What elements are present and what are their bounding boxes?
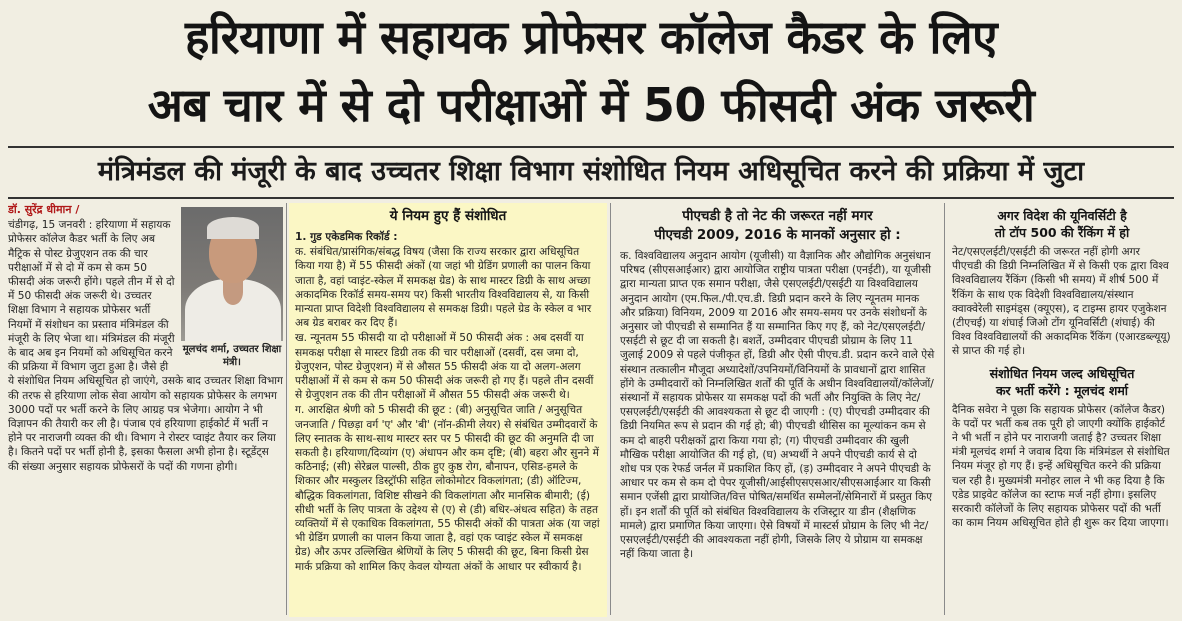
minister-quote-title-2: कर भर्ती करेंगे : मूलचंद शर्मा	[995, 382, 1129, 398]
headline-line-2: अब चार में से दो परीक्षाओं में 50 फीसदी अंक जरूरी	[147, 78, 1035, 132]
subheadline: मंत्रिमंडल की मंजूरी के बाद उच्चतर शिक्षा विभाग संशोधित नियम अधिसूचित करने की प्रक्रिया में जुटा	[97, 156, 1085, 187]
column-divider	[610, 203, 611, 615]
headline-line-1: हरियाणा में सहायक प्रोफेसर कॉलेज कैडर के लिए	[184, 10, 998, 64]
rule-c-text: ग. आरक्षित श्रेणी को 5 फीसदी की छूट : (बी) अनुसूचित जाति / अनुसूचित जनजाति / पिछड़ा वर्ग 'ए' और 'बी' (नॉन-क्रीमी लेयर) से संबंधित उम्मीदवारों के लिए स्नातक के साथ-साथ मास्टर स्तर पर 5 फीसदी की छूट की अनुमति दी जा सकती है। हरियाणा/दिव्यांग (ए) अंधापन और कम दृष्टि; (बी) बहरा और सुनने में कठिनाई; (सी) सेरेब्रल पाल्सी, ठीक हुए कुष्ठ रोग, बौनापन, एसिड-हमले के शिकार और मस्कुलर डिस्ट्रॉफी सहित लोकोमोटर विकलांगता; (डी) ऑटिज्म, बौद्धिक विकलांगता, विशिष्ट सीखने की विकलांगता और मानसिक बीमारी; (ई) सीधी भर्ती के लिए पात्रता के उद्देश्य से (ए) से (डी) बधिर-अंधत्व सहित) के तहत व्यक्तियों में से एकाधिक विकलांगता, 55 फीसदी अंकों की पात्रता अंक (या जहां भी ग्रेडिंग प्रणाली का पालन किया जाता है, वहां एक प्वाइंट स्केल में समकक्ष ग्रेड) और ऊपर उल्लिखित श्रेणियों के लिए 5 फीसदी की छूट, बिना किसी ग्रेस मार्क प्रक्रिया को शामिल किए केवल योग्यता अंकों के आधार पर स्वीकार्य है।	[295, 404, 600, 573]
divider-bottom	[8, 197, 1174, 199]
phd-net-title-2: पीएचडी 2009, 2016 के मानकों अनुसार हो :	[654, 227, 901, 243]
lead-article	[8, 203, 283, 617]
foreign-univ-title-2: तो टॉप 500 की रैंकिंग में हो	[994, 225, 1130, 240]
minister-photo	[181, 207, 283, 341]
phd-net-body: क. विश्वविद्यालय अनुदान आयोग (यूजीसी) या वैज्ञानिक और औद्योगिक अनुसंधान परिषद (सीएसआईआर) द्वारा आयोजित राष्ट्रीय पात्रता परीक्षा (एनईटी), या यूजीसी द्वारा मान्यता प्राप्त एक समान परीक्षा, जैसे एसएलईटी/एसईटी या विश्वविद्यालय अनुदान आयोग (एम.फिल./पी.एच.डी. डिग्री प्रदान करने के लिए न्यूनतम मानक और प्रक्रिया) विनियम, 2009 या 2016 और समय-समय पर उनके संशोधनों के अनुसार जो पीएचडी से सम्मानित हैं या सम्मानित किए गए हैं, को नेट/एसएलईटी/एसईटी से छूट दी जा सकती है। बशर्ते, उम्मीदवार पीएचडी प्रोग्राम के लिए 11 जुलाई 2009 से पहले पंजीकृत हों, डिग्री और ऐसी पीएच.डी. प्रदान करने वाले ऐसे संस्थान तत्कालीन मौजूदा अध्यादेशों/उपनियमों/विनियमों के प्रावधानों द्वारा शासित होंगे के उम्मीदवारों को निम्नलिखित शर्तों की पूर्ति के अधीन विश्वविद्यालयों/कॉलेजों/संस्थानों में सहायक प्रोफेसर या समकक्ष पदों की भर्ती और नियुक्ति के लिए नेट/एसएलईटी/एसईटी की आवश्यकता से छूट दी जाएगी : (ए) पीएचडी उम्मीदवार की डिग्री नियमित रूप से प्रदान की गई हो; बी) पीएचडी थीसिस का मूल्यांकन कम से कम दो बाहरी परीक्षकों द्वारा किया गया हो; (ग) पीएचडी उम्मीदवार की खुली मौखिक परीक्षा आयोजित की गई हो, (घ) अभ्यर्थी ने अपने पीएचडी कार्य से दो शोध पत्र एक रेफर्ड जर्नल में प्रकाशित किए हों, (ड़) उम्मीदवार ने अपने पीएचडी के आधार पर कम से कम दो पेपर यूजीसी/आईसीएसएसआर/सीएसआईआर या किसी समान एजेंसी द्वारा प्रायोजित/वित्त पोषित/समर्थित सम्मेलनों/सेमिनारों में प्रस्तुत किए हों। इन शर्तों की पूर्ति को संबंधित विश्वविद्यालय के रजिस्ट्रार या डीन (शैक्षणिक मामले) द्वारा प्रमाणित किया जाएगा। ऐसे विषयों में मास्टर्स प्रोग्राम के लिए भी नेट/एसएलईटी/एसईटी की आवश्यकता नहीं होगी, जिसके लिए ये प्रोग्राम या समकक्ष नहीं किया जाता है।	[620, 250, 935, 561]
foreign-univ-title-1: अगर विदेश की यूनिवर्सिटी है	[997, 208, 1127, 223]
lead-article-body: चंडीगढ़, 15 जनवरी : हरियाणा में सहायक प्रोफेसर कॉलेज कैडर भर्ती के लिए अब मैट्रिक से पोस्ट ग्रेजुएशन तक की चार परीक्षाओं में से दो में कम से कम 50 फीसदी अंक जरूरी होंगे। पहले तीन में से दो में 50 फीसदी अंक जरूरी थे। उच्चतर शिक्षा विभाग ने सहायक प्रोफेसर भर्ती नियमों में संशोधन का प्रस्ताव मंत्रिमंडल की मंजूरी के लिए भेजा था। मंत्रिमंडल की मंजूरी के बाद अब इन नियमों को अधिसूचित करने की प्रक्रिया में विभाग जुटा हुआ है। जैसे ही ये संशोधित नियम अधिसूचित हो जाएंगे, उसके बाद उच्चतर शिक्षा विभाग की तरफ से हरियाणा लोक सेवा आयोग को सहायक प्रोफेसर के लगभग 3000 पदों पर भर्ती करने के लिए आग्रह पत्र भेजेगा। आयोग ने भी विज्ञापन की तैयारी कर ली है। पंजाब एवं हरियाणा हाईकोर्ट में भर्ती न होने पर नाराजगी व्यक्त की थी। विभाग ने रोस्टर प्वाइंट तैयार कर लिया है। कितने पदों पर भर्ती होनी है, इसका फैसला अभी होना है। स्टूडेंट्स की संख्या अनुसार सहायक प्रोफेसरों के पदों की गणना होगी।	[8, 219, 283, 473]
foreign-univ-body: नेट/एसएलईटी/एसईटी की जरूरत नहीं होगी अगर पीएचडी की डिग्री निम्नलिखित में से किसी एक द्वारा विश्व विश्वविद्यालय रैंकिंग (किसी भी समय) में शीर्ष 500 में रैंकिंग के साथ एक विदेशी विश्वविद्यालय/संस्थान क्वाक्वेरेली साइमंड्स (क्यूएस), द टाइम्स हायर एजुकेशन (टीएचई) या शंघाई जिओ टोंग यूनिवर्सिटी (शंघाई) की विश्व विश्वविद्यालयों की अकादमिक रैंकिंग (एआरडब्ल्यूयू) से प्राप्त की गई हो।	[952, 246, 1171, 358]
column-divider	[944, 203, 945, 615]
amended-rules-box	[289, 203, 607, 617]
phd-net-title-1: पीएचडी है तो नेट की जरूरत नहीं मगर	[682, 208, 873, 224]
minister-quote-title-1: संशोधित नियम जल्द अधिसूचित	[989, 365, 1135, 381]
phd-net-box	[614, 203, 941, 617]
minister-quote-body: दैनिक सवेरा ने पूछा कि सहायक प्रोफेसर (कॉलेज कैडर) के पदों पर भर्ती कब तक पूरी हो जाएगी क्योंकि हाईकोर्ट ने भी भर्ती न होने पर नाराजगी जताई है? उच्चतर शिक्षा मंत्री मूलचंद शर्मा ने जवाब दिया कि मंत्रिमंडल से संशोधित नियम मंजूर हो गए हैं। इन्हें अधिसूचित करने की प्रक्रिया चल रही है। मुख्यमंत्री मनोहर लाल ने भी कह दिया है कि एडेड प्राइवेट कॉलेज का स्टाफ मर्ज नहीं होगा। इसलिए सरकारी कॉलेजों के लिए सहायक प्रोफेसर पदों की भर्ती का काम नियम अधिसूचित होते ही शुरू कर दिया जाएगा।	[952, 403, 1170, 530]
divider-top	[8, 146, 1174, 148]
column-divider	[286, 203, 287, 615]
photo-hair-shape	[207, 217, 259, 239]
good-academic-record-title: 1. गुड एकेडमिक रिकॉर्ड :	[295, 231, 398, 243]
rule-a-text: क. संबंधित/प्रासंगिक/संबद्ध विषय (जैसा कि राज्य सरकार द्वारा अधिसूचित किया गया है) में 55 फीसदी अंकों (या जहां भी ग्रेडिंग प्रणाली का पालन किया जाता है, वहां प्वाइंट-स्केल में समकक्ष ग्रेड) के साथ मास्टर डिग्री के साथ अच्छा अकादमिक रिकॉर्ड समय-समय पर) किसी भारतीय विश्वविद्यालय से, या किसी मान्यता प्राप्त विदेशी विश्वविद्यालय से समकक्ष डिग्री। पहले ग्रेड के स्केल व भार अब ग्रेड बराबर कर दिए हैं।	[295, 246, 592, 330]
photo-caption: मूलचंद शर्मा, उच्चतर शिक्षा मंत्री।	[182, 344, 282, 368]
amended-rules-title: ये नियम हुए हैं संशोधित	[389, 208, 507, 224]
minister-photo-block	[181, 207, 283, 369]
rule-b-text: ख. न्यूनतम 55 फीसदी या दो परीक्षाओं में 50 फीसदी अंक : अब दसवीं या समकक्ष परीक्षा से मास्टर डिग्री तक की चार परीक्षाओं (दसवीं, दस जमा दो, ग्रेजुएशन, पोस्ट ग्रेजुएशन) में से औसत 55 फीसदी अंक या दो अलग-अलग परीक्षाओं में से कम से कम 50 फीसदी अंक जरूरी हो गए हैं। पहले तीन दसवीं से ग्रेजुएशन तक की तीन परीक्षाओं में औसत 55 फीसदी अंक जरूरी थे।	[295, 332, 594, 402]
byline: डॉ. सुरेंद्र धीमान /	[8, 203, 80, 216]
foreign-university-box	[948, 203, 1176, 617]
